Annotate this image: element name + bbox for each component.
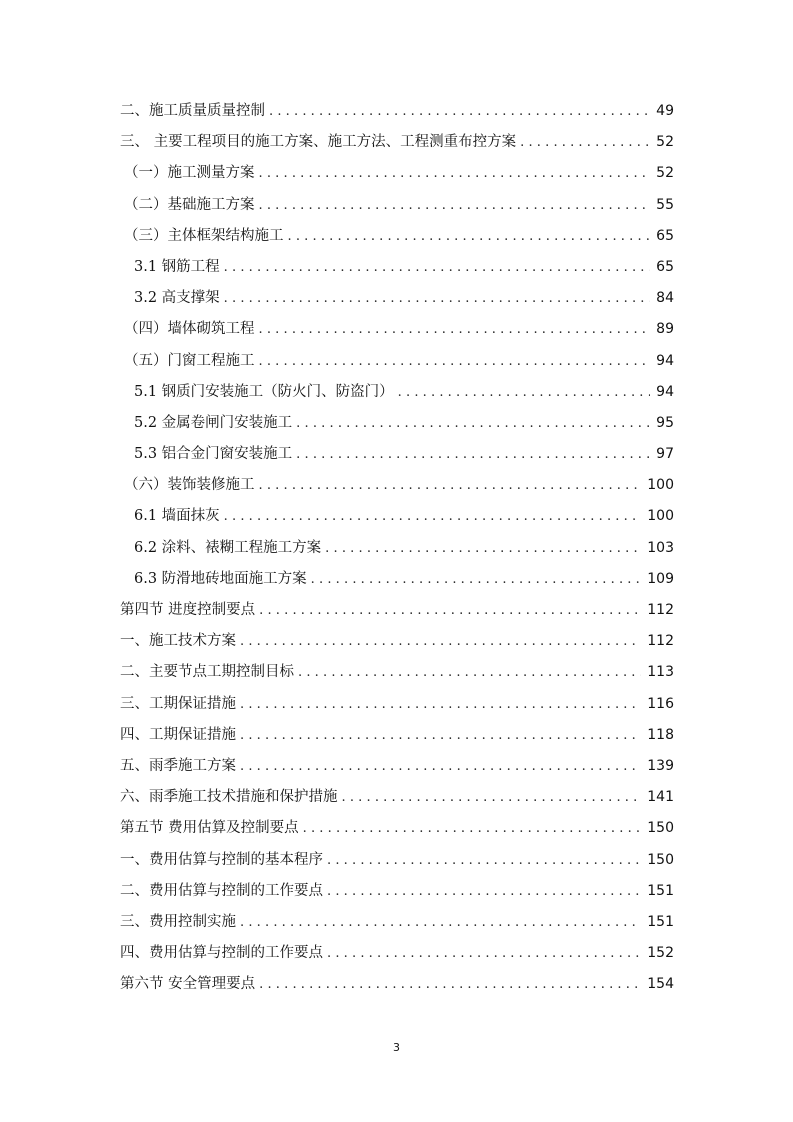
toc-entry-label: 四、工期保证措施 bbox=[120, 726, 236, 743]
toc-entry-label: 3.1 钢筋工程 bbox=[134, 258, 220, 275]
toc-entry-label: （一）施工测量方案 bbox=[124, 165, 255, 182]
toc-entry-label: 三、费用控制实施 bbox=[120, 913, 236, 930]
toc-dot-leader bbox=[327, 876, 641, 907]
toc-dot-leader bbox=[259, 190, 651, 221]
toc-entry-label: 六、雨季施工技术措施和保护措施 bbox=[120, 789, 338, 806]
toc-entry[interactable] bbox=[120, 283, 674, 314]
toc-entry[interactable] bbox=[120, 969, 674, 1000]
toc-entry-page: 150 bbox=[647, 820, 674, 837]
toc-entry-page: 52 bbox=[656, 134, 674, 151]
toc-entry-page: 84 bbox=[656, 290, 674, 307]
toc-entry-label: 6.3 防滑地砖地面施工方案 bbox=[134, 570, 307, 587]
toc-entry-label: 6.2 涂料、裱糊工程施工方案 bbox=[134, 539, 322, 556]
toc-entry[interactable] bbox=[120, 221, 674, 252]
toc-dot-leader bbox=[259, 470, 642, 501]
toc-entry[interactable] bbox=[120, 127, 674, 158]
toc-entry-page: 118 bbox=[647, 726, 674, 743]
toc-dot-leader bbox=[259, 314, 651, 345]
toc-entry-label: 5.1 钢质门安装施工（防火门、防盗门） bbox=[134, 383, 394, 400]
toc-entry-label: 5.2 金属卷闸门安装施工 bbox=[134, 414, 293, 431]
toc-entry-label: 第六节 安全管理要点 bbox=[120, 976, 256, 993]
toc-dot-leader bbox=[259, 595, 641, 626]
toc-entry-page: 94 bbox=[656, 352, 674, 369]
toc-entry[interactable] bbox=[120, 813, 674, 844]
toc-entry-page: 97 bbox=[656, 446, 674, 463]
toc-dot-leader bbox=[398, 377, 651, 408]
toc-dot-leader bbox=[240, 720, 641, 751]
toc-entry-label: （四）墙体砌筑工程 bbox=[124, 321, 255, 338]
toc-entry[interactable] bbox=[120, 689, 674, 720]
toc-entry-page: 151 bbox=[647, 913, 674, 930]
toc-entry-page: 100 bbox=[647, 508, 674, 525]
toc-entry[interactable] bbox=[120, 439, 674, 470]
toc-entry-label: 二、施工质量质量控制 bbox=[120, 103, 265, 119]
toc-entry[interactable] bbox=[120, 595, 674, 626]
toc-entry[interactable] bbox=[120, 533, 674, 564]
toc-dot-leader bbox=[311, 564, 642, 595]
toc-entry-label: 四、费用估算与控制的工作要点 bbox=[120, 945, 323, 962]
toc-entry[interactable] bbox=[120, 190, 674, 221]
toc-entry-label: 第四节 进度控制要点 bbox=[120, 602, 256, 618]
toc-entry[interactable] bbox=[120, 252, 674, 283]
toc-entry-page: 152 bbox=[647, 945, 674, 962]
toc-entry-page: 65 bbox=[656, 258, 674, 275]
toc-entry-page: 89 bbox=[656, 321, 674, 338]
toc-entry[interactable] bbox=[120, 346, 674, 377]
toc-entry-label: 五、雨季施工方案 bbox=[120, 757, 236, 774]
toc-entry-page: 112 bbox=[647, 602, 674, 618]
toc-entry-label: 三、 主要工程项目的施工方案、施工方法、工程测重布控方案 bbox=[120, 134, 517, 151]
toc-entry-page: 150 bbox=[647, 851, 674, 868]
toc-entry[interactable] bbox=[120, 314, 674, 345]
toc-dot-leader bbox=[303, 813, 642, 844]
toc-entry-page: 154 bbox=[647, 976, 674, 993]
toc-dot-leader bbox=[240, 626, 641, 657]
toc-entry-page: 109 bbox=[647, 570, 674, 587]
toc-entry[interactable] bbox=[120, 626, 674, 657]
toc-entry-page: 55 bbox=[656, 196, 674, 213]
toc-entry-label: 6.1 墙面抹灰 bbox=[134, 508, 220, 525]
toc-dot-leader bbox=[288, 221, 651, 252]
toc-entry[interactable] bbox=[120, 720, 674, 751]
toc-entry-label: 第五节 费用估算及控制要点 bbox=[120, 820, 299, 837]
toc-entry[interactable] bbox=[120, 501, 674, 532]
toc-entry-label: 3.2 高支撑架 bbox=[134, 290, 220, 307]
toc-dot-leader bbox=[224, 283, 651, 314]
toc-entry[interactable] bbox=[120, 377, 674, 408]
toc-entry-page: 103 bbox=[647, 539, 674, 556]
toc-dot-leader bbox=[298, 657, 641, 688]
toc-dot-leader bbox=[259, 346, 651, 377]
toc-entry[interactable] bbox=[120, 845, 674, 876]
toc-dot-leader bbox=[259, 969, 641, 1000]
table-of-contents bbox=[120, 96, 674, 1000]
toc-entry-page: 65 bbox=[656, 227, 674, 244]
toc-dot-leader bbox=[327, 845, 641, 876]
toc-entry-page: 151 bbox=[647, 882, 674, 899]
toc-entry-label: 二、主要节点工期控制目标 bbox=[120, 664, 294, 681]
toc-dot-leader bbox=[240, 907, 641, 938]
toc-entry-page: 141 bbox=[647, 789, 674, 806]
toc-entry-page: 112 bbox=[647, 633, 674, 650]
toc-dot-leader bbox=[240, 689, 641, 720]
toc-dot-leader bbox=[269, 96, 650, 127]
toc-entry[interactable] bbox=[120, 96, 674, 127]
toc-dot-leader bbox=[325, 533, 641, 564]
toc-dot-leader bbox=[342, 782, 642, 813]
toc-entry[interactable] bbox=[120, 938, 674, 969]
toc-dot-leader bbox=[296, 408, 650, 439]
toc-dot-leader bbox=[224, 252, 651, 283]
toc-entry-label: 5.3 铝合金门窗安装施工 bbox=[134, 446, 293, 463]
toc-entry-label: 三、工期保证措施 bbox=[120, 695, 236, 712]
toc-entry-label: 一、施工技术方案 bbox=[120, 633, 236, 650]
toc-entry[interactable] bbox=[120, 782, 674, 813]
toc-dot-leader bbox=[296, 439, 650, 470]
toc-dot-leader bbox=[224, 501, 642, 532]
toc-entry-page: 113 bbox=[647, 664, 674, 681]
toc-dot-leader bbox=[520, 127, 650, 158]
toc-entry-page: 49 bbox=[656, 103, 674, 119]
toc-entry-page: 139 bbox=[647, 757, 674, 774]
toc-entry-page: 94 bbox=[656, 383, 674, 400]
toc-entry-label: 一、费用估算与控制的基本程序 bbox=[120, 851, 323, 868]
page-number: 3 bbox=[393, 1041, 400, 1054]
toc-entry[interactable] bbox=[120, 158, 674, 189]
toc-entry[interactable] bbox=[120, 657, 674, 688]
toc-entry[interactable] bbox=[120, 408, 674, 439]
toc-entry[interactable] bbox=[120, 907, 674, 938]
toc-entry-label: 二、费用估算与控制的工作要点 bbox=[120, 882, 323, 899]
toc-entry-page: 100 bbox=[647, 477, 674, 494]
toc-dot-leader bbox=[327, 938, 641, 969]
toc-entry-page: 116 bbox=[647, 695, 674, 712]
toc-entry-label: （三）主体框架结构施工 bbox=[124, 227, 284, 244]
toc-entry-label: （五）门窗工程施工 bbox=[124, 352, 255, 369]
toc-dot-leader bbox=[259, 158, 651, 189]
toc-dot-leader bbox=[240, 751, 641, 782]
toc-entry-page: 52 bbox=[656, 165, 674, 182]
toc-entry-label: （二）基础施工方案 bbox=[124, 196, 255, 213]
toc-entry[interactable] bbox=[120, 876, 674, 907]
toc-entry[interactable] bbox=[120, 751, 674, 782]
toc-entry-label: （六）装饰装修施工 bbox=[124, 477, 255, 494]
toc-entry-page: 95 bbox=[656, 414, 674, 431]
toc-entry[interactable] bbox=[120, 564, 674, 595]
toc-entry[interactable] bbox=[120, 470, 674, 501]
